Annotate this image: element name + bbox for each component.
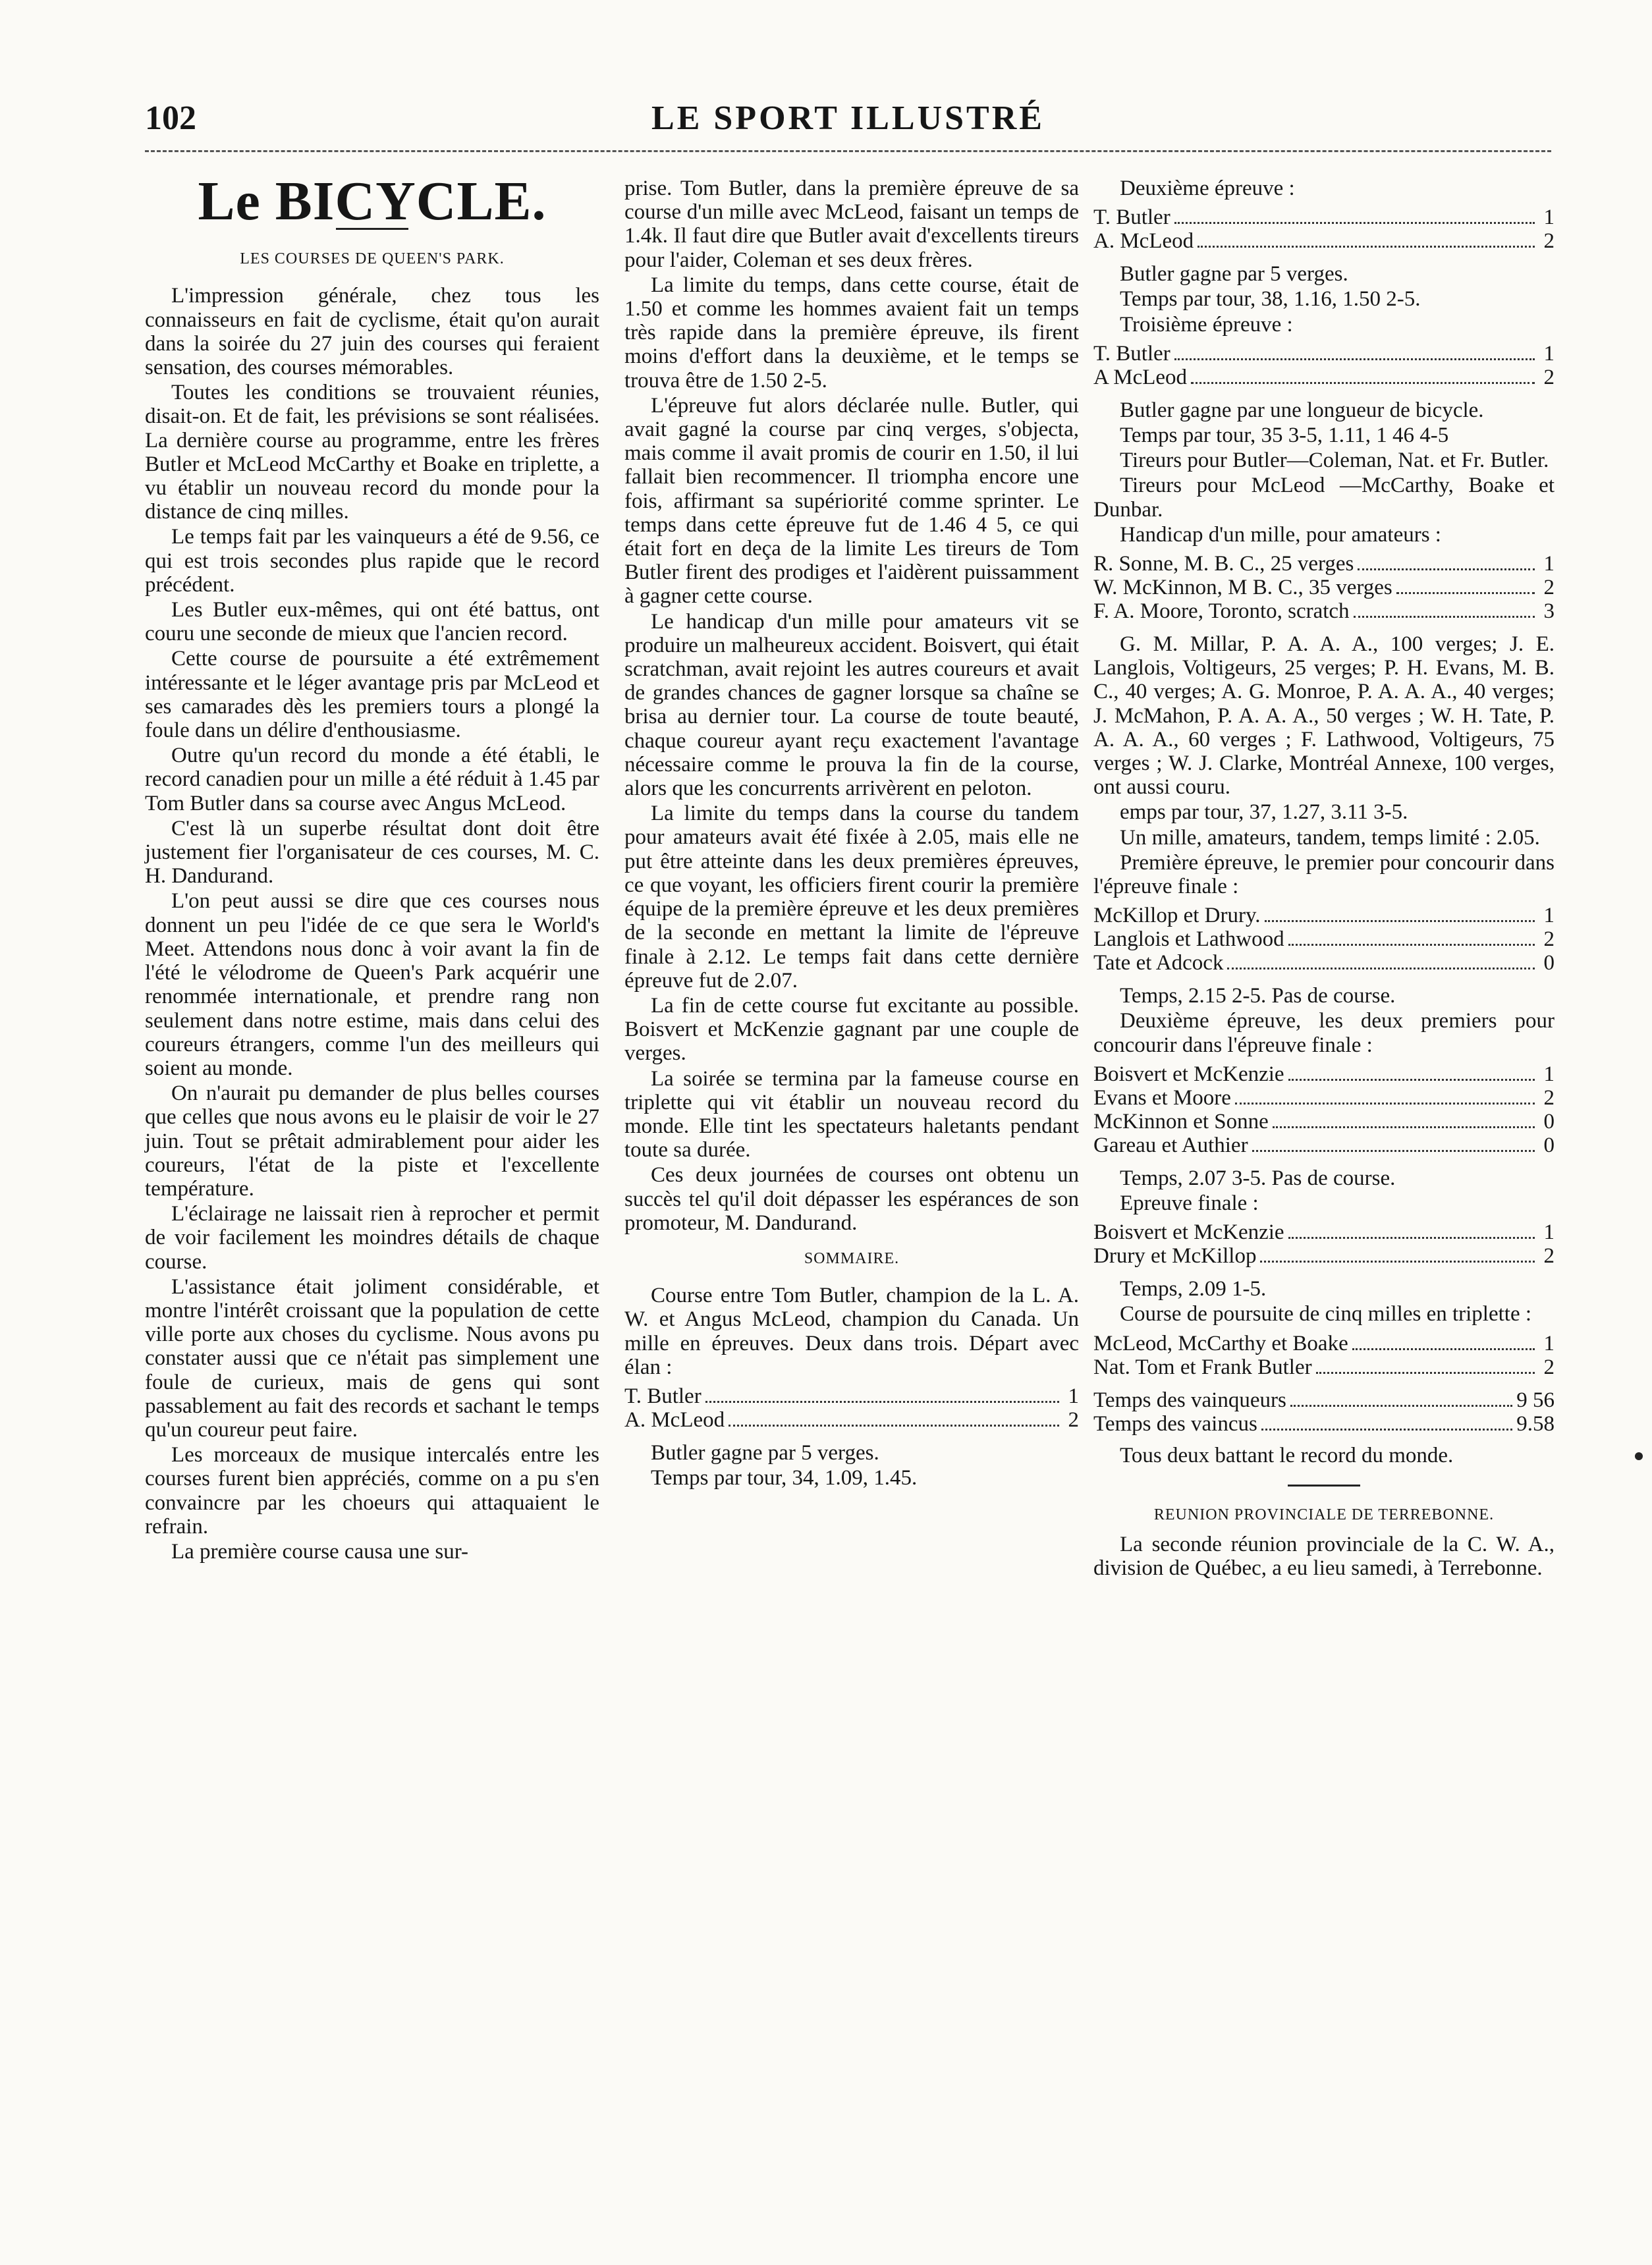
- closing-line: Tous deux battant le record du monde.: [1120, 1443, 1454, 1467]
- result-name: Boisvert et McKenzie: [1093, 1062, 1284, 1086]
- leader-dots: [1288, 1237, 1535, 1239]
- times-list: [1093, 1388, 1555, 1436]
- leader-dots: [1290, 1405, 1512, 1407]
- result-row: [1093, 576, 1555, 599]
- paragraph: C'est là un superbe résultat dont doit être justement fier l'organisateur de ces courses, M. C. H. Dandurand.: [145, 816, 599, 888]
- result-row: [1093, 229, 1555, 253]
- paragraph: prise. Tom Butler, dans la première épreuve de sa course d'un mille avec McLeod, faisant un temps de 1.4k. Il faut dire que Butler avait d'excellents tireurs pour l'aider, Coleman et ses deux frères.: [624, 177, 1079, 272]
- paragraph: La fin de cette course fut excitante au possible. Boisvert et McKenzie gagnant par une couple de verges.: [624, 993, 1079, 1066]
- leader-dots: [1260, 1261, 1535, 1263]
- sommaire-intro: Course entre Tom Butler, champion de la L. A. W. et Angus McLeod, champion du Canada. Un mille en épreuves. Deux dans trois. Départ avec élan :: [624, 1284, 1079, 1379]
- result-rank: 2: [1543, 1244, 1555, 1269]
- result-rank: 1: [1543, 552, 1555, 576]
- leader-dots: [1191, 382, 1535, 384]
- result-row: [1093, 366, 1555, 389]
- result-rank: 2: [1543, 1355, 1555, 1379]
- paragraph: Outre qu'un record du monde a été établi, le record canadien pour un mille a été réduit à 1.45 par Tom Butler dans sa course avec Angus McLeod.: [145, 744, 599, 815]
- page-number: 102: [145, 99, 196, 137]
- leader-dots: [1288, 944, 1535, 946]
- result-row: [1093, 1244, 1555, 1268]
- section-heading: LES COURSES DE QUEEN'S PARK.: [240, 250, 505, 268]
- result-name: A. McLeod: [1093, 229, 1194, 254]
- result-name: Langlois et Lathwood: [1093, 927, 1284, 952]
- leader-dots: [1227, 968, 1535, 969]
- result-rank: 1: [1543, 205, 1555, 230]
- result-row: [1093, 1086, 1555, 1110]
- result-rank: 2: [1543, 1085, 1555, 1110]
- paragraph: Le temps fait par les vainqueurs a été de 9.56, ce qui est trois secondes plus rapide que le record précédent.: [145, 525, 599, 597]
- note: Temps par tour, 35 3-5, 1.11, 1 46 4-5: [1120, 423, 1449, 448]
- leader-dots: [1174, 358, 1535, 360]
- result-rank: 1: [1543, 904, 1555, 928]
- note: G. M. Millar, P. A. A. A., 100 verges; J. E. Langlois, Voltigeurs, 25 verges; P. H. Evans, M. B. C., 40 verges; A. G. Monroe, P. A. A. A., 40 verges; J. McMahon, P. A. A. A., 50 verges ; W. H. Tate, P. A. A. A., 60 verges ; F. Lathwood, Voltigeurs, 75 verges ; W. J. Clarke, Montréal Annexe, 100 verges, ont aussi couru.: [1093, 632, 1555, 800]
- leader-dots: [1261, 1429, 1512, 1431]
- paragraph: La limite du temps dans la course du tandem pour amateurs avait été fixée à 2.05, mais elle ne put être atteinte dans les deux premières épreuves, ce que voyant, les officiers firent courir la première équipe de la première épreuve et les deux premières de la seconde en mettant la limite de l'épreuve finale à 2.12. Le temps fait dans cette dernière épreuve fut de 2.07.: [624, 802, 1079, 993]
- leader-dots: [1288, 1079, 1535, 1081]
- ink-speck: [1635, 1452, 1643, 1460]
- paragraph: Toutes les conditions se trouvaient réunies, disait-on. Et de fait, les prévisions se sont réalisées. La dernière course au programme, entre les frères Butler et McLeod McCarthy et Boake en triplette, a vu établir un nouveau record du monde pour la distance de cinq milles.: [145, 381, 599, 524]
- result-name: A. McLeod: [624, 1407, 725, 1432]
- leader-dots: [705, 1401, 1059, 1403]
- results-list: [1093, 342, 1555, 389]
- result-name: T. Butler: [1093, 205, 1170, 230]
- reunion-heading: REUNION PROVINCIALE DE TERREBONNE.: [1153, 1506, 1495, 1523]
- result-row: [1093, 951, 1555, 975]
- result-time: 9.58: [1516, 1411, 1555, 1436]
- column-3: [1093, 177, 1555, 1580]
- paragraph: L'épreuve fut alors déclarée nulle. Butler, qui avait gagné la course par cinq verges, s'objecta, mais comme il avait promis de courir en 1.50, il lui fallait bien recommencer. Il triompha encore une fois, affirmant sa supériorité comme sprinter. Le temps dans cette épreuve fut de 1.46 4 5, ce qui était fort en deça de la limite Les tireurs de Tom Butler firent des prodiges et l'aidèrent puissamment à gagner cette course.: [624, 393, 1079, 609]
- heat-label: Deuxième épreuve :: [1120, 177, 1295, 200]
- paragraph: On n'aurait pu demander de plus belles courses que celles que nous avons eu le plaisir de voir le 27 juin. Tout se prêtait admirablement pour aider les coureurs, l'état de la piste et l'excellente température.: [145, 1081, 599, 1201]
- results-list: [1093, 1332, 1555, 1379]
- note: Temps par tour, 38, 1.16, 1.50 2-5.: [1120, 287, 1421, 312]
- leader-dots: [1396, 592, 1535, 594]
- result-rank: 1: [1543, 1331, 1555, 1355]
- note: Course de poursuite de cinq milles en triplette :: [1120, 1302, 1532, 1326]
- leader-dots: [1235, 1103, 1535, 1105]
- heat-label: Troisième épreuve :: [1120, 312, 1293, 337]
- result-name: McKillop et Drury.: [1093, 904, 1261, 928]
- result-rank: 0: [1543, 1133, 1555, 1157]
- note: Butler gagne par 5 verges.: [1120, 262, 1348, 287]
- leader-dots: [1352, 1348, 1535, 1350]
- note: Temps, 2.15 2-5. Pas de course.: [1120, 984, 1396, 1008]
- leader-dots: [1354, 616, 1535, 618]
- page-header: [145, 99, 1551, 145]
- paragraph: L'on peut aussi se dire que ces courses nous donnent un peu l'idée de ce que sera le World's Meet. Attendons nous donc à voir avant la fin de l'été le vélodrome de Queen's Park acquérir une renommée internationale, et prendre rang non seulement dans notre estime, mais dans celui des coureurs étrangers, comme l'un des meilleurs qui soient au monde.: [145, 889, 599, 1080]
- note: emps par tour, 37, 1.27, 3.11 3-5.: [1120, 800, 1408, 825]
- result-name: Temps des vaincus: [1093, 1411, 1257, 1436]
- note: Butler gagne par 5 verges.: [651, 1440, 879, 1465]
- result-name: T. Butler: [624, 1384, 702, 1408]
- leader-dots: [1273, 1126, 1535, 1128]
- results-list: [1093, 1062, 1555, 1157]
- result-rank: 2: [1068, 1407, 1079, 1432]
- result-name: Boisvert et McKenzie: [1093, 1220, 1284, 1245]
- leader-dots: [1316, 1372, 1535, 1374]
- result-rank: 2: [1543, 927, 1555, 952]
- results-list: [624, 1384, 1079, 1432]
- result-row: [1093, 1220, 1555, 1244]
- result-name: R. Sonne, M. B. C., 25 verges: [1093, 552, 1354, 576]
- leader-dots: [1265, 920, 1535, 922]
- note: Temps, 2.09 1-5.: [1120, 1277, 1267, 1301]
- leader-dots: [729, 1425, 1059, 1427]
- result-row: [1093, 1133, 1555, 1157]
- result-row: [1093, 1412, 1555, 1436]
- result-row: [1093, 1062, 1555, 1086]
- results-list: [1093, 1220, 1555, 1268]
- result-row: [1093, 552, 1555, 576]
- result-name: Evans et Moore: [1093, 1085, 1231, 1110]
- result-row: [1093, 1332, 1555, 1355]
- paragraph: Ces deux journées de courses ont obtenu un succès tel qu'il doit dépasser les espérances de son promoteur, M. Dandurand.: [624, 1163, 1079, 1235]
- note: Un mille, amateurs, tandem, temps limité : 2.05.: [1120, 825, 1540, 850]
- leader-dots: [1358, 568, 1535, 570]
- leader-dots: [1198, 246, 1535, 248]
- paragraph: La première course causa une sur-: [171, 1539, 469, 1564]
- result-rank: 1: [1543, 1062, 1555, 1086]
- note: Temps, 2.07 3-5. Pas de course.: [1120, 1166, 1396, 1190]
- paragraph: L'impression générale, chez tous les connaisseurs en fait de cyclisme, était qu'on aurait dans la soirée du 27 juin des courses qui feraient sensation, des courses mémorables.: [145, 284, 599, 380]
- result-rank: 1: [1543, 341, 1555, 366]
- result-rank: 0: [1543, 1109, 1555, 1133]
- result-name: A McLeod: [1093, 365, 1188, 389]
- result-row: [1093, 205, 1555, 229]
- result-row: [1093, 1110, 1555, 1133]
- paragraph: Les Butler eux-mêmes, qui ont été battus, ont couru une seconde de mieux que l'ancien record.: [145, 598, 599, 646]
- paragraph: Le handicap d'un mille pour amateurs vit se produire un malheureux accident. Boisvert, qui était scratchman, avait rejoint les autres coureurs et avait de grandes chances de gagner lorsque sa chaîne se brisa au dernier tour. La course de toute beauté, chaque coureur ayant reçu exactement l'avantage nécessaire comme le prouva la fin de la course, alors que les concurrents arrivèrent en peloton.: [624, 609, 1079, 801]
- leader-dots: [1252, 1150, 1535, 1152]
- leader-dots: [1174, 222, 1535, 224]
- result-rank: 2: [1543, 576, 1555, 600]
- section-rule: [1288, 1485, 1360, 1487]
- result-row: [1093, 927, 1555, 951]
- result-name: Temps des vainqueurs: [1093, 1388, 1286, 1412]
- result-rank: 2: [1543, 229, 1555, 254]
- result-row: [1093, 342, 1555, 366]
- note: Handicap d'un mille, pour amateurs :: [1120, 522, 1441, 547]
- result-name: Gareau et Authier: [1093, 1133, 1248, 1157]
- paragraph: Les morceaux de musique intercalés entre les courses furent bien appréciés, comme on a pu s'en convaincre par les choeurs qui attaquaient le refrain.: [145, 1443, 599, 1539]
- note: Butler gagne par une longueur de bicycle.: [1120, 398, 1484, 422]
- result-rank: 1: [1068, 1384, 1079, 1408]
- paragraph: La soirée se termina par la fameuse course en triplette qui vit établir un nouveau record du monde. Elle tint les spectateurs haletants pendant toute sa durée.: [624, 1066, 1079, 1162]
- result-row: [1093, 904, 1555, 927]
- result-rank: 3: [1543, 599, 1555, 624]
- note: Epreuve finale :: [1120, 1191, 1259, 1216]
- result-name: W. McKinnon, M B. C., 35 verges: [1093, 576, 1392, 600]
- paragraph: Cette course de poursuite a été extrêmement intéressante et le léger avantage pris par McLeod et ses camarades dès les premiers tours a plongé la foule dans un délire d'enthousiasme.: [145, 647, 599, 743]
- note: Temps par tour, 34, 1.09, 1.45.: [651, 1466, 918, 1490]
- result-name: Tate et Adcock: [1093, 951, 1224, 975]
- result-rank: 1: [1543, 1220, 1555, 1245]
- result-name: Drury et McKillop: [1093, 1244, 1257, 1269]
- result-rank: 2: [1543, 365, 1555, 389]
- note: Tireurs pour Butler—Coleman, Nat. et Fr. Butler.: [1120, 449, 1549, 473]
- paragraph: La limite du temps, dans cette course, était de 1.50 et comme les hommes avaient fait un temps très rapide dans la première épreuve, ils firent moins d'effort dans la deuxième, et le temps se trouva être de 1.50 2-5.: [624, 273, 1079, 393]
- journal-title: LE SPORT ILLUSTRÉ: [651, 99, 1045, 137]
- note: Deuxième épreuve, les deux premiers pour concourir dans l'épreuve finale :: [1093, 1009, 1555, 1057]
- results-list: [1093, 904, 1555, 975]
- sommaire-heading: SOMMAIRE.: [804, 1249, 900, 1267]
- results-list: [1093, 552, 1555, 623]
- result-name: Nat. Tom et Frank Butler: [1093, 1355, 1312, 1379]
- column-1: [145, 171, 599, 1564]
- result-name: F. A. Moore, Toronto, scratch: [1093, 599, 1350, 624]
- result-name: T. Butler: [1093, 341, 1170, 366]
- result-row: [1093, 1388, 1555, 1412]
- note: Première épreuve, le premier pour concourir dans l'épreuve finale :: [1093, 850, 1555, 899]
- result-name: McLeod, McCarthy et Boake: [1093, 1331, 1348, 1355]
- paragraph: L'assistance était joliment considérable, et montre l'intérêt croissant que la population de cette ville porte aux choses du cyclisme. Nous avons pu constater aussi que ce n'était pas simplement une foule de curieux, mais de gens qui sont passablement au fait des records et sachant le temps qu'un coureur peut faire.: [145, 1274, 599, 1442]
- note: Tireurs pour McLeod —McCarthy, Boake et Dunbar.: [1093, 474, 1555, 522]
- paragraph: L'éclairage ne laissait rien à reprocher et permit de voir facilement les moindres détails de chaque course.: [145, 1202, 599, 1274]
- result-name: McKinnon et Sonne: [1093, 1109, 1269, 1133]
- result-rank: 0: [1543, 951, 1555, 975]
- result-row: [1093, 599, 1555, 623]
- results-list: [1093, 205, 1555, 253]
- header-rule: [145, 150, 1551, 152]
- result-row: [624, 1384, 1079, 1408]
- result-row: [1093, 1355, 1555, 1379]
- paragraph: La seconde réunion provinciale de la C. W. A., division de Québec, a eu lieu samedi, à Terrebonne.: [1093, 1532, 1555, 1581]
- result-time: 9 56: [1516, 1388, 1555, 1412]
- column-2: [624, 177, 1079, 1490]
- result-row: [624, 1408, 1079, 1432]
- article-title: Le BICYCLE.: [198, 171, 547, 232]
